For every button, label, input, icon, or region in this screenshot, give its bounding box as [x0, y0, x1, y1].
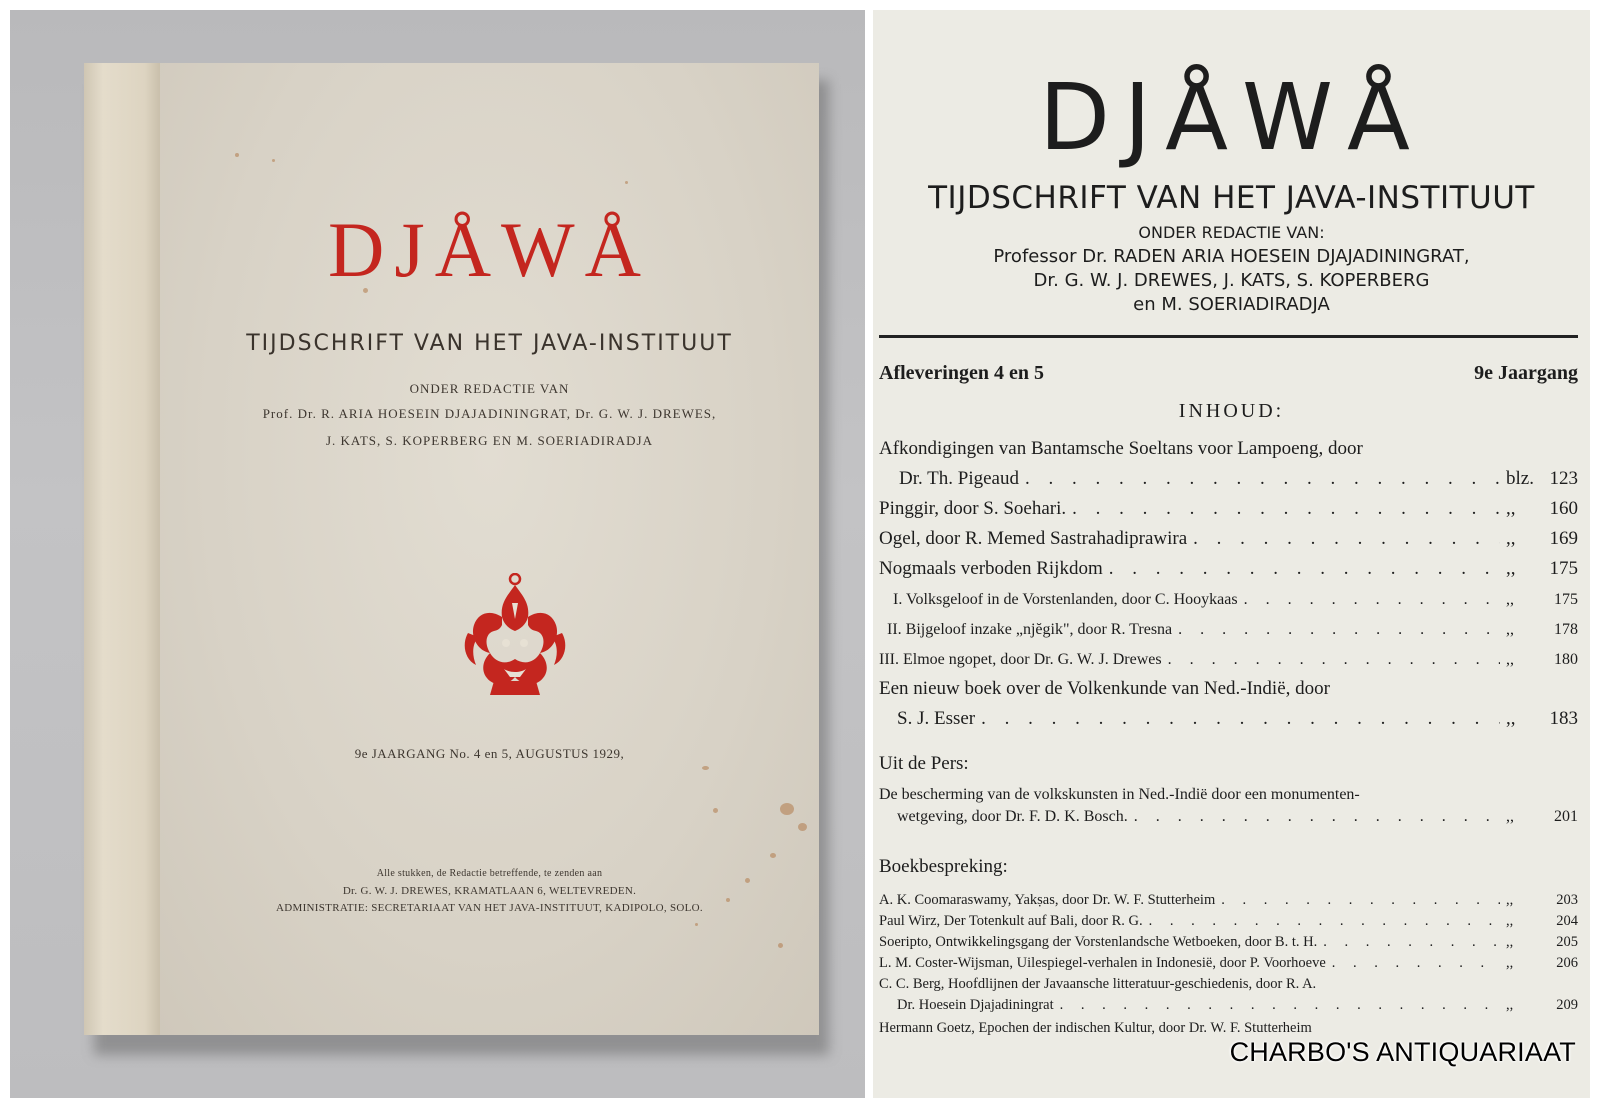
toc-entry-line1: De bescherming van de volkskunsten in Ned.-Indië door een monumenten- [879, 786, 1360, 803]
toc-page-number: 206 [1556, 955, 1578, 971]
editors-line1: Professor Dr. RADEN ARIA HOESEIN DJAJADININGRAT, [993, 246, 1470, 267]
toc-page-prefix: ,, [1506, 708, 1516, 729]
toc-entry-line1: Afkondigingen van Bantamsche Soeltans voor Lampoeng, door [879, 438, 1363, 459]
toc-entry-title: L. M. Coster-Wijsman, Uilespiegel-verhalen in Indonesië, door P. Voorhoeve [879, 955, 1326, 971]
toc-page-number: 160 [1549, 498, 1578, 519]
book [84, 63, 819, 1035]
toc-entry [879, 468, 1578, 490]
cover-editors-line1: Prof. Dr. R. ARIA HOESEIN DJAJADININGRAT, Dr. G. W. J. DREWES, [262, 406, 717, 421]
leader-dots [1221, 892, 1500, 909]
toc-entry-title: II. Bijgeloof inzake „njĕgik", door R. Tresna [887, 621, 1173, 638]
foxing-spot [695, 923, 698, 926]
toc-page-number: 180 [1554, 651, 1578, 668]
foxing-spot [713, 808, 718, 813]
leader-dots [1193, 528, 1500, 550]
contents-page [873, 10, 1590, 1098]
toc-page-prefix: ,, [1506, 621, 1514, 638]
toc-page-prefix: ,, [1506, 808, 1514, 825]
editors-block [873, 221, 1590, 317]
leader-dots [1060, 997, 1500, 1014]
cover-subtitle: TIJDSCHRIFT VAN HET JAVA-INSTITUUT [246, 331, 733, 356]
cover-address-line1: Alle stukken, de Redactie betreffende, te zenden aan [376, 868, 603, 879]
leader-dots [1072, 498, 1500, 520]
contents-heading: INHOUD: [1178, 400, 1285, 422]
toc-entry [879, 934, 1578, 951]
leader-dots [1332, 955, 1500, 972]
toc-page-number: 209 [1556, 997, 1578, 1013]
toc-page-number: 183 [1549, 708, 1578, 729]
volume-number: 9e Jaargang [1474, 362, 1578, 384]
toc-entry-line1: C. C. Berg, Hoofdlijnen der Javaansche litteratuur-geschiedenis, door R. A. [879, 976, 1317, 992]
toc-page-prefix: ,, [1506, 651, 1514, 668]
toc-page-prefix: ,, [1506, 892, 1514, 908]
leader-dots [1178, 621, 1500, 639]
toc-entry-title: S. J. Esser [897, 708, 976, 729]
editors-line2: Dr. G. W. J. DREWES, J. KATS, S. KOPERBERG [1033, 270, 1430, 291]
page-title: DJÅWÅ [1039, 64, 1424, 171]
toc-page-number: 204 [1556, 913, 1578, 929]
leader-dots [1323, 934, 1500, 951]
foxing-spot [702, 766, 709, 770]
toc-entry-title: Ogel, door R. Memed Sastrahadiprawira [879, 528, 1188, 549]
book-cover [160, 63, 819, 1035]
toc-page-number: 175 [1554, 591, 1578, 608]
toc-entry-title: Pinggir, door S. Soehari. [879, 498, 1067, 519]
toc-page-prefix: ,, [1506, 997, 1514, 1013]
leader-dots [1168, 651, 1500, 669]
toc-entry [879, 558, 1578, 580]
toc-entry [879, 621, 1578, 639]
cover-issue: 9e JAARGANG No. 4 en 5, AUGUSTUS 1929, [354, 746, 625, 761]
toc-page-number: 203 [1556, 892, 1578, 908]
toc-entry-title: Dr. Hoesein Djajadiningrat [897, 997, 1054, 1013]
leader-dots [1025, 468, 1500, 490]
wayang-emblem-icon [460, 573, 570, 698]
issue-number: Afleveringen 4 en 5 [879, 362, 1044, 384]
toc-page-number: 201 [1554, 808, 1578, 825]
toc-page-number: 123 [1549, 468, 1578, 489]
editors-line3: en M. SOERIADIRADJA [1133, 294, 1330, 315]
toc-entry-title: Nogmaals verboden Rijkdom [879, 558, 1103, 579]
toc-entry [879, 913, 1578, 930]
toc-entry-line1: Een nieuw boek over de Volkenkunde van Ned.-Indië, door [879, 678, 1330, 699]
toc-page-prefix: ,, [1506, 934, 1514, 950]
toc-entry-title: A. K. Coomaraswamy, Yakṣas, door Dr. W. F. Stutterheim [879, 892, 1216, 908]
toc-entry [879, 955, 1578, 972]
toc-entry [879, 498, 1578, 520]
page-subtitle: TIJDSCHRIFT VAN HET JAVA-INSTITUUT [928, 180, 1535, 216]
toc-page-number: 169 [1549, 528, 1578, 549]
cover-address-line2: Dr. G. W. J. DREWES, KRAMATLAAN 6, WELTEVREDEN. [342, 885, 637, 897]
toc-entry [879, 651, 1578, 669]
cover-editors-line2: J. KATS, S. KOPERBERG EN M. SOERIADIRADJA [325, 433, 654, 448]
foxing-spot [272, 159, 275, 162]
toc-page-prefix: ,, [1506, 498, 1516, 519]
leader-dots [1109, 558, 1500, 580]
section-heading-pers: Uit de Pers: [879, 753, 969, 774]
foxing-spot [625, 181, 628, 184]
foxing-spot [770, 853, 776, 858]
toc-page-prefix: ,, [1506, 591, 1514, 608]
foxing-spot [778, 943, 783, 948]
toc-page-prefix: ,, [1506, 955, 1514, 971]
toc-entry: Hermann Goetz, Epochen der indischen Kultur, door Dr. W. F. Stutterheim [879, 1020, 1312, 1036]
toc-page-number: 175 [1549, 558, 1578, 579]
toc-entry [879, 892, 1578, 909]
leader-dots [981, 708, 1500, 730]
toc-entry [879, 591, 1578, 609]
section-heading-boek: Boekbespreking: [879, 856, 1008, 877]
toc-page-number: 178 [1554, 621, 1578, 638]
toc-entry-title: wetgeving, door Dr. F. D. K. Bosch. [897, 808, 1128, 825]
toc-entry [879, 997, 1578, 1014]
toc-page-prefix: ,, [1506, 528, 1516, 549]
leader-dots [1134, 808, 1500, 826]
cover-editor-heading: ONDER REDACTIE VAN [409, 381, 570, 396]
toc-entry-title: III. Elmoe ngopet, door Dr. G. W. J. Drewes [879, 651, 1162, 668]
cover-photo [10, 10, 865, 1098]
leader-dots [1244, 591, 1500, 609]
divider [879, 335, 1578, 338]
toc-entry [879, 528, 1578, 550]
watermark: CHARBO'S ANTIQUARIAAT [1229, 1037, 1576, 1067]
toc-entry-title: I. Volksgeloof in de Vorstenlanden, door C. Hooykaas [893, 591, 1238, 608]
toc-entry-title: Dr. Th. Pigeaud [899, 468, 1019, 489]
toc-page-prefix: ,, [1506, 913, 1514, 929]
toc-entry-title: Paul Wirz, Der Totenkult auf Bali, door R. G. [879, 913, 1143, 929]
toc-page-prefix: blz. [1506, 468, 1534, 489]
book-spine [84, 63, 161, 1035]
leader-dots [1149, 913, 1500, 930]
toc-entry-title: Soeripto, Ontwikkelingsgang der Vorstenlandsche Wetboeken, door B. t. H. [879, 934, 1318, 950]
cover-title: DJÅWÅ [328, 206, 651, 293]
foxing-spot [780, 803, 794, 815]
editor-heading: ONDER REDACTIE VAN: [1138, 223, 1325, 242]
foxing-spot [235, 153, 239, 157]
toc-page-prefix: ,, [1506, 558, 1516, 579]
cover-address-line3: ADMINISTRATIE: SECRETARIAAT VAN HET JAVA-INSTITUUT, KADIPOLO, SOLO. [276, 902, 703, 914]
toc-page-number: 205 [1556, 934, 1578, 950]
toc-entry [879, 708, 1578, 730]
foxing-spot [798, 823, 807, 831]
toc-entry [879, 808, 1578, 826]
